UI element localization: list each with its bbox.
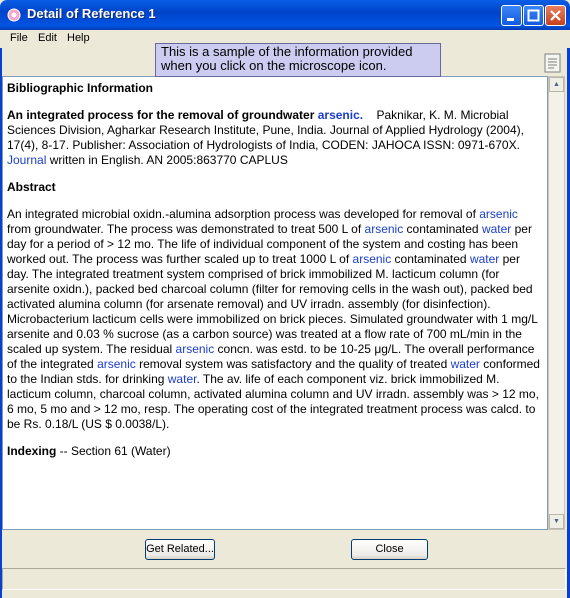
close-window-button[interactable] [545,5,566,26]
abstract-text [7,207,543,432]
abstract-segment: contaminated [391,252,470,266]
abstract-segment: from groundwater. The process was demonstrated to treat 500 L of [7,222,365,236]
abstract-segment: removal system was satisfactory and the quality of treated [135,357,451,371]
menu-edit[interactable]: Edit [38,32,57,44]
bibliographic-heading: Bibliographic Information [7,81,153,95]
minimize-icon [502,6,521,25]
notepad-icon[interactable] [542,52,564,74]
article-title [7,108,363,122]
abstract-keyword-highlight: arsenic [97,357,136,371]
close-icon [546,6,565,25]
abstract-keyword-highlight: arsenic [479,207,518,221]
abstract-segment: conformed to the Indian stds. for drinking [7,357,540,386]
abstract-segment: . The av. life of each component viz. brick immobilized M. lacticum column, charcoal column, activated alumina column and UV irradn. assembly was > 12 mo, 6 mo, 5 mo and > 12 mo, resp. The operating cost of the integrated treatment process was calcd. to be Rs. 0.18/L (US $ 0.0038/L). [7,372,539,431]
get-related-button[interactable]: Get Related... [145,539,215,560]
minimize-button[interactable] [501,5,522,26]
abstract-segment: contaminated [403,222,482,236]
article-title-text: An integrated process for the removal of groundwater [7,108,318,122]
scroll-up-button[interactable] [549,77,564,92]
abstract-segment: per day for a period of > 12 mo. The life of individual component of the system and costing has been worked out. The process was further scaled up to treat 1000 L of [7,222,532,266]
info-tooltip [155,43,441,77]
status-bar [2,568,566,590]
app-icon [6,7,22,23]
indexing-text: -- Section 61 (Water) [56,444,171,458]
menu-file[interactable]: File [10,32,28,44]
indexing-line [7,444,543,459]
authors: Paknikar, K. M. [376,108,458,122]
maximize-icon [524,6,543,25]
abstract-keyword-highlight: water [167,372,197,386]
abstract-keyword-highlight: water [450,357,480,371]
abstract-segment: concn. was estd. to be 10-25 μg/L. The overall performance of the integrated [7,342,535,371]
button-bar [0,532,570,566]
indexing-heading: Indexing [7,444,57,458]
maximize-button[interactable] [523,5,544,26]
reference-detail-pane [2,76,548,530]
abstract-keyword-highlight: water [469,252,500,266]
title-bar [0,0,570,30]
vertical-scrollbar[interactable] [548,76,565,530]
scroll-down-button[interactable] [549,514,564,529]
abstract-keyword-highlight: arsenic [352,252,392,266]
tooltip-line-1: This is a sample of the information provided [161,44,413,59]
article-title-highlight: arsenic. [317,108,364,122]
abstract-keyword-highlight: arsenic [175,342,215,356]
journal-link[interactable]: Journal [7,153,47,167]
publication-details: Microbial Sciences Division, Agharkar Research Institute, Pune, India. Journal of Applied Hydrology (2004), 17(4), 8-17. Publisher: Association of Hydrologists of India, CODEN: JAHOCA ISSN: 0971-670X. [7,108,524,152]
abstract-keyword-highlight: water [481,222,512,236]
abstract-heading: Abstract [7,180,56,194]
bibliographic-entry [7,108,543,168]
tooltip-line-2: when you click on the microscope icon. [161,58,387,73]
down-arrow-icon: ▼ [553,518,560,525]
close-button[interactable]: Close [351,539,428,560]
abstract-keyword-highlight: arsenic [364,222,404,236]
abstract-segment: An integrated microbial oxidn.-alumina adsorption process was developed for removal of [7,207,480,221]
language-accession: written in English. AN 2005:863770 CAPLUS [46,153,288,167]
abstract-segment: per day. The integrated treatment system comprised of brick immobilized M. lacticum column (for arsenite oxidn.), packed bed charcoal column (filter for removing cells in the wash out), packed bed activated alumina column (for arsenate removal) and UV irradn. assembly (for disinfection). Microbacterium lacticum cells were immobilized on brick pieces. Simulated groundwater with 1 mg/L arsenite and 0.03 % sucrose (as a carbon source) was treated at a flow rate of 700 mL/min in the scaled up system. The residual [7,252,538,356]
up-arrow-icon: ▲ [553,81,560,88]
window-title: Detail of Reference 1 [27,6,156,21]
menu-help[interactable]: Help [67,32,90,44]
